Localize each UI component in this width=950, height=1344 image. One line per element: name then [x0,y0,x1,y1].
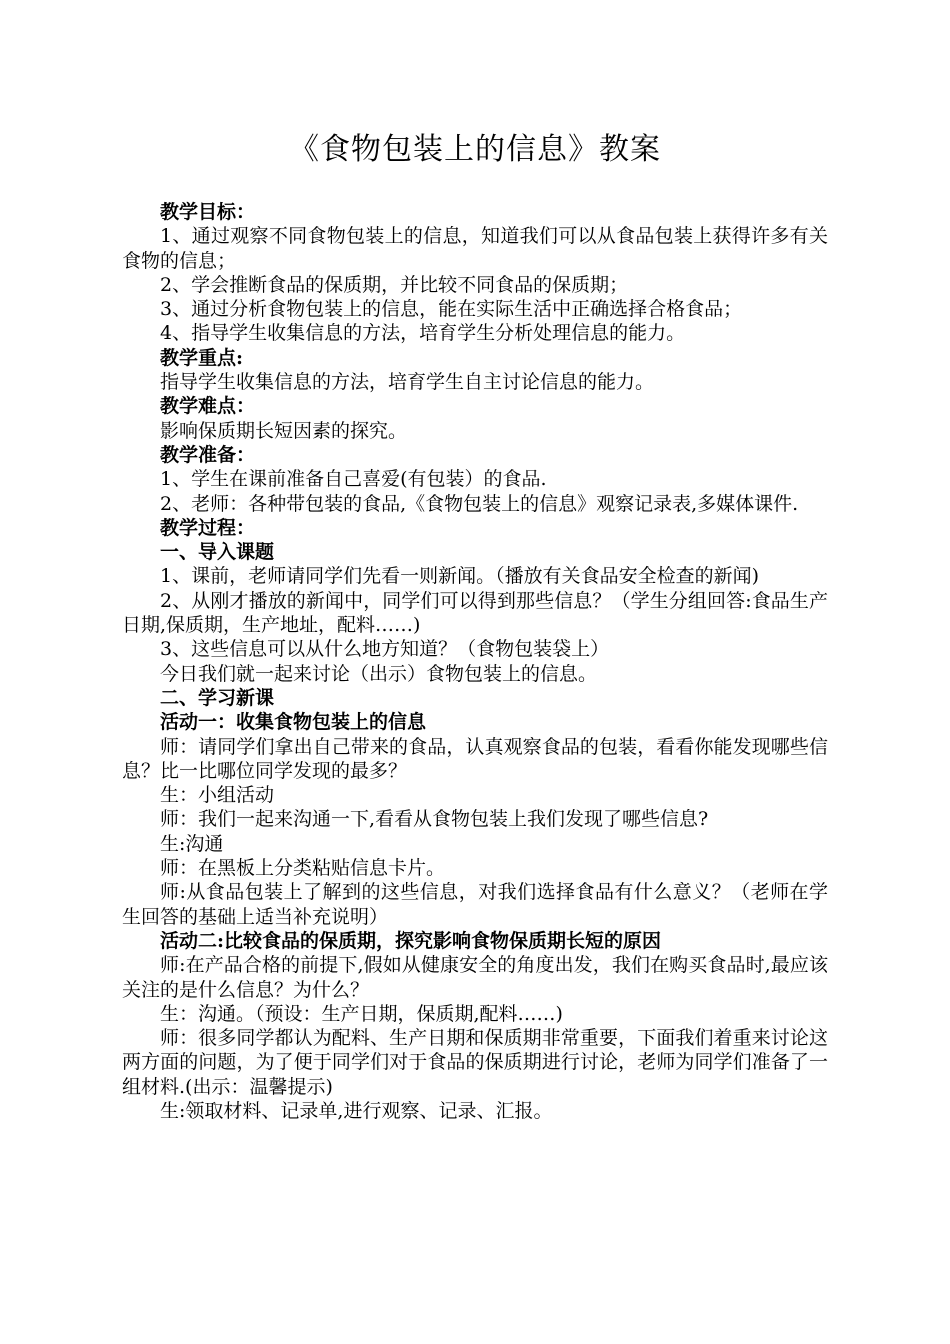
section-heading: 二、学习新课 [160,686,275,709]
paragraph: 2、学会推断食品的保质期，并比较不同食品的保质期； [160,273,629,296]
paragraph: 1、学生在课前准备自己喜爱(有包装）的食品. [160,468,547,491]
paragraph: 2、老师：各种带包装的食品,《食物包装上的信息》观察记录表,多媒体课件. [160,492,799,515]
section-heading: 教学目标： [160,201,256,223]
paragraph: 3、通过分析食物包装上的信息，能在实际生活中正确选择合格食品； [160,298,743,321]
paragraph: 师:从食品包装上了解到的这些信息，对我们选择食品有什么意义？（老师在学生回答的基础上适当补充说明） [122,881,828,928]
paragraph: 3、这些信息可以从什么地方知道？（食物包装袋上） [160,638,610,661]
paragraph: 师：请同学们拿出自己带来的食品，认真观察食品的包装，看看你能发现哪些信息？比一比哪位同学发现的最多？ [122,735,828,782]
paragraph: 影响保质期长短因素的探究。 [160,419,408,442]
paragraph: 1、通过观察不同食物包装上的信息，知道我们可以从食品包装上获得许多有关食物的信息； [122,225,828,272]
section-heading: 教学准备： [160,443,256,466]
document-body [122,200,828,1123]
document-page [122,128,828,1123]
paragraph: 1、课前，老师请同学们先看一则新闻。（播放有关食品安全检查的新闻) [160,565,760,588]
paragraph: 师:在产品合格的前提下,假如从健康安全的角度出发，我们在购买食品时,最应该关注的是什么信息？为什么？ [122,954,828,1001]
section-heading: 教学难点： [160,395,256,418]
paragraph: 生：沟通。（预设：生产日期，保质期,配料……) [160,1002,563,1025]
section-heading: 教学过程： [160,516,256,539]
paragraph: 师：在黑板上分类粘贴信息卡片。 [160,857,446,880]
section-heading: 一、导入课题 [160,541,275,564]
paragraph: 指导学生收集信息的方法，培育学生自主讨论信息的能力。 [160,371,655,394]
paragraph: 2、从刚才播放的新闻中，同学们可以得到那些信息？（学生分组回答:食品生产日期,保质期，生产地址，配料……) [122,589,828,637]
paragraph: 生：小组活动 [160,784,275,807]
paragraph: 生:沟通 [160,832,224,855]
section-heading: 活动二:比较食品的保质期，探究影响食物保质期长短的原因 [160,929,662,952]
paragraph: 今日我们就一起来讨论（出示）食物包装上的信息。 [160,662,598,685]
paragraph: 师：很多同学都认为配料、生产日期和保质期非常重要，下面我们着重来讨论这两方面的问题，为了便于同学们对于食品的保质期进行讨论，老师为同学们准备了一组材料.(出示：温馨提示) [122,1027,828,1098]
paragraph: 4、指导学生收集信息的方法，培育学生分析处理信息的能力。 [160,322,686,345]
document-title: 《食物包装上的信息》教案 [289,132,661,167]
section-heading: 教学重点: [160,346,244,369]
section-heading: 活动一：收集食物包装上的信息 [160,711,427,734]
paragraph: 生:领取材料、记录单,进行观察、记录、汇报。 [160,1099,553,1122]
paragraph: 师：我们一起来沟通一下,看看从食物包装上我们发现了哪些信息? [160,808,709,831]
